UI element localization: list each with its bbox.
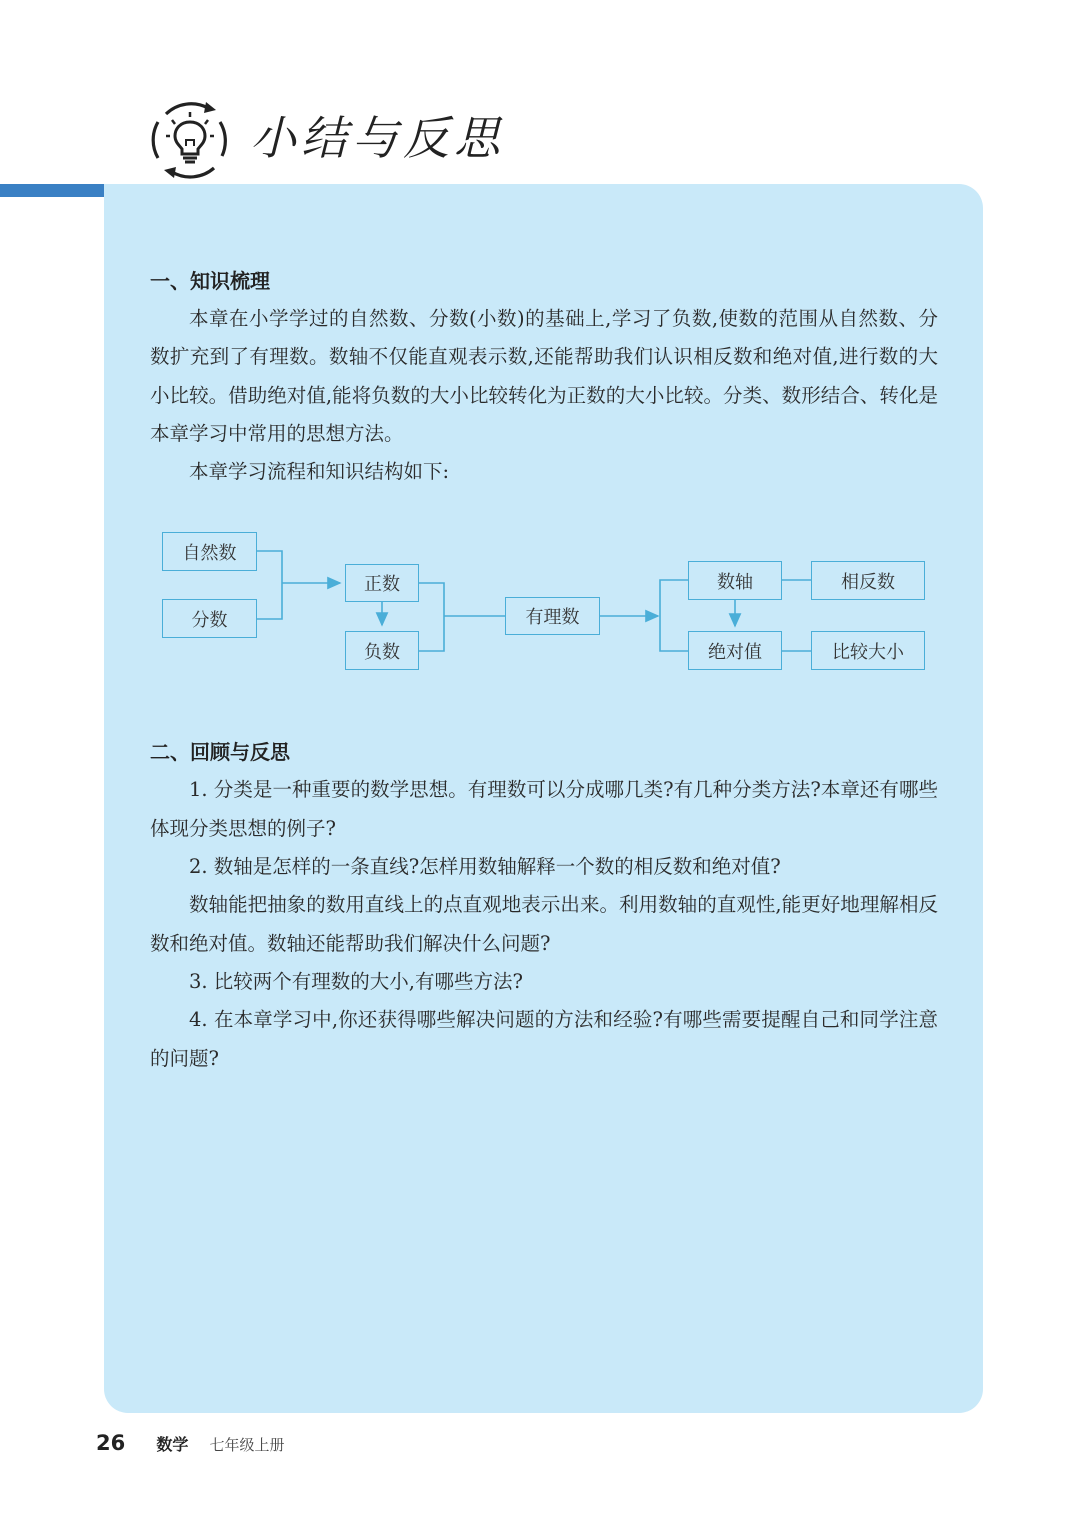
flow-box-natural: 自然数 [162, 532, 257, 571]
knowledge-flowchart [0, 513, 1080, 683]
flow-box-absolute: 绝对值 [688, 631, 782, 670]
question-4: 4. 在本章学习中,你还获得哪些解决问题的方法和经验?有哪些需要提醒自己和同学注意的问题? [150, 1008, 938, 1070]
footer-grade: 七年级上册 [209, 1436, 285, 1454]
flow-box-opposite: 相反数 [811, 561, 925, 600]
page-title: 小结与反思 [250, 111, 505, 165]
section-heading-knowledge: 一、知识梳理 [150, 269, 270, 293]
section-heading-review: 二、回顾与反思 [150, 740, 290, 765]
question-2: 2. 数轴是怎样的一条直线?怎样用数轴解释一个数的相反数和绝对值? [189, 855, 781, 879]
footer-subject: 数学 [156, 1435, 189, 1454]
flow-box-compare: 比较大小 [811, 631, 925, 670]
knowledge-paragraph: 本章在小学学过的自然数、分数(小数)的基础上,学习了负数,使数的范围从自然数、分数扩充到了有理数。数轴不仅能直观表示数,还能帮助我们认识相反数和绝对值,进行数的大小比较。借助绝对值,能将负数的大小比较转化为正数的大小比较。分类、数形结合、转化是本章学习中常用的思想方法。 [150, 307, 938, 445]
question-2-note: 数轴能把抽象的数用直线上的点直观地表示出来。利用数轴的直观性,能更好地理解相反数和绝对值。数轴还能帮助我们解决什么问题? [150, 893, 938, 955]
flow-box-rational: 有理数 [505, 597, 600, 635]
flow-box-positive: 正数 [345, 564, 419, 602]
question-1: 1. 分类是一种重要的数学思想。有理数可以分成哪几类?有几种分类方法?本章还有哪些体现分类思想的例子? [150, 778, 938, 840]
lightbulb-cycle-icon [146, 96, 234, 184]
flowchart-lead: 本章学习流程和知识结构如下: [189, 460, 450, 484]
flow-box-negative: 负数 [345, 631, 419, 670]
panel-content [150, 262, 938, 1078]
flow-box-number-line: 数轴 [688, 561, 782, 600]
page-footer [96, 1431, 284, 1461]
page-number: 26 [96, 1431, 126, 1455]
question-3: 3. 比较两个有理数的大小,有哪些方法? [189, 969, 523, 993]
flow-box-fraction: 分数 [162, 599, 257, 638]
